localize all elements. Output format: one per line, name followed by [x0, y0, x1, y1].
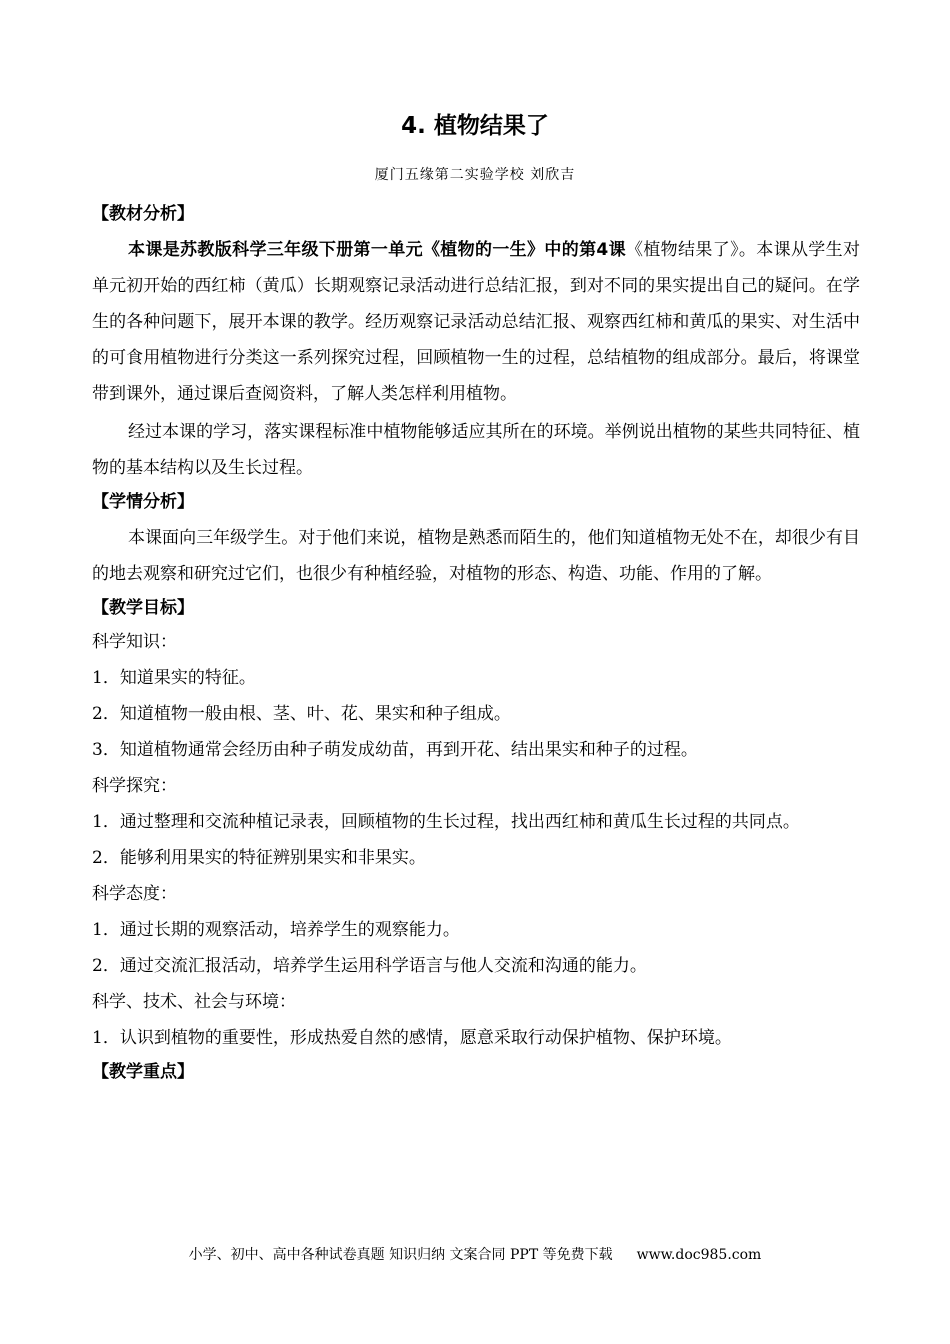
attitude-label: 科学态度：	[92, 884, 177, 904]
sts-item: 1．认识到植物的重要性，形成热爱自然的感情，愿意采取行动保护植物、保护环境。	[92, 1028, 732, 1048]
knowledge-item: 3．知道植物通常会经历由种子萌发成幼苗，再到开花、结出果实和种子的过程。	[92, 740, 698, 760]
material-analysis-paragraph-2: 经过本课的学习，落实课程标准中植物能够适应其所在的环境。举例说出植物的某些共同特征、植物的基本结构以及生长过程。	[92, 422, 860, 478]
inquiry-label: 科学探究：	[92, 776, 177, 796]
student-analysis-paragraph: 本课面向三年级学生。对于他们来说，植物是熟悉而陌生的，他们知道植物无处不在，却很少有目的地去观察和研究过它们，也很少有种植经验，对植物的形态、构造、功能、作用的了解。	[92, 528, 860, 584]
knowledge-item: 2．知道植物一般由根、茎、叶、花、果实和种子组成。	[92, 704, 511, 724]
document-body	[92, 198, 860, 1088]
material-analysis-rest: 《植物结果了》。本课从学生对单元初开始的西红柿（黄瓜）长期观察记录活动进行总结汇报，到对不同的果实提出自己的疑问。在学生的各种问题下，展开本课的教学。经历观察记录活动总结汇报、观察西红柿和黄瓜的果实、对生活中的可食用植物进行分类这一系列探究过程，回顾植物一生的过程，总结植物的组成部分。最后，将课堂带到课外，通过课后查阅资料，了解人类怎样利用植物。	[92, 240, 861, 404]
footer-url[interactable]: www.doc985.com	[636, 1247, 762, 1263]
knowledge-item: 1．知道果实的特征。	[92, 668, 256, 688]
attitude-item: 1．通过长期的观察活动，培养学生的观察能力。	[92, 920, 460, 940]
heading-student-analysis: 【学情分析】	[92, 492, 194, 512]
inquiry-item: 1．通过整理和交流种植记录表，回顾植物的生长过程，找出西红柿和黄瓜生长过程的共同点。	[92, 812, 800, 832]
heading-material-analysis: 【教材分析】	[92, 204, 194, 224]
heading-key-points: 【教学重点】	[92, 1062, 194, 1082]
material-analysis-paragraph-1	[92, 230, 860, 412]
author-line: 厦门五缘第二实验学校 刘欣吉	[374, 167, 576, 183]
footer-text: 小学、初中、高中各种试卷真题 知识归纳 文案合同 PPT 等免费下载	[188, 1247, 613, 1263]
sts-label: 科学、技术、社会与环境：	[92, 992, 296, 1012]
knowledge-label: 科学知识：	[92, 632, 177, 652]
material-analysis-lead: 本课是苏教版科学三年级下册第一单元《植物的一生》中的第4课	[128, 240, 626, 260]
page-title: 4. 植物结果了	[401, 113, 549, 139]
page-footer	[0, 1243, 950, 1267]
inquiry-item: 2．能够利用果实的特征辨别果实和非果实。	[92, 848, 426, 868]
heading-teaching-goals: 【教学目标】	[92, 598, 194, 618]
attitude-item: 2．通过交流汇报活动，培养学生运用科学语言与他人交流和沟通的能力。	[92, 956, 647, 976]
